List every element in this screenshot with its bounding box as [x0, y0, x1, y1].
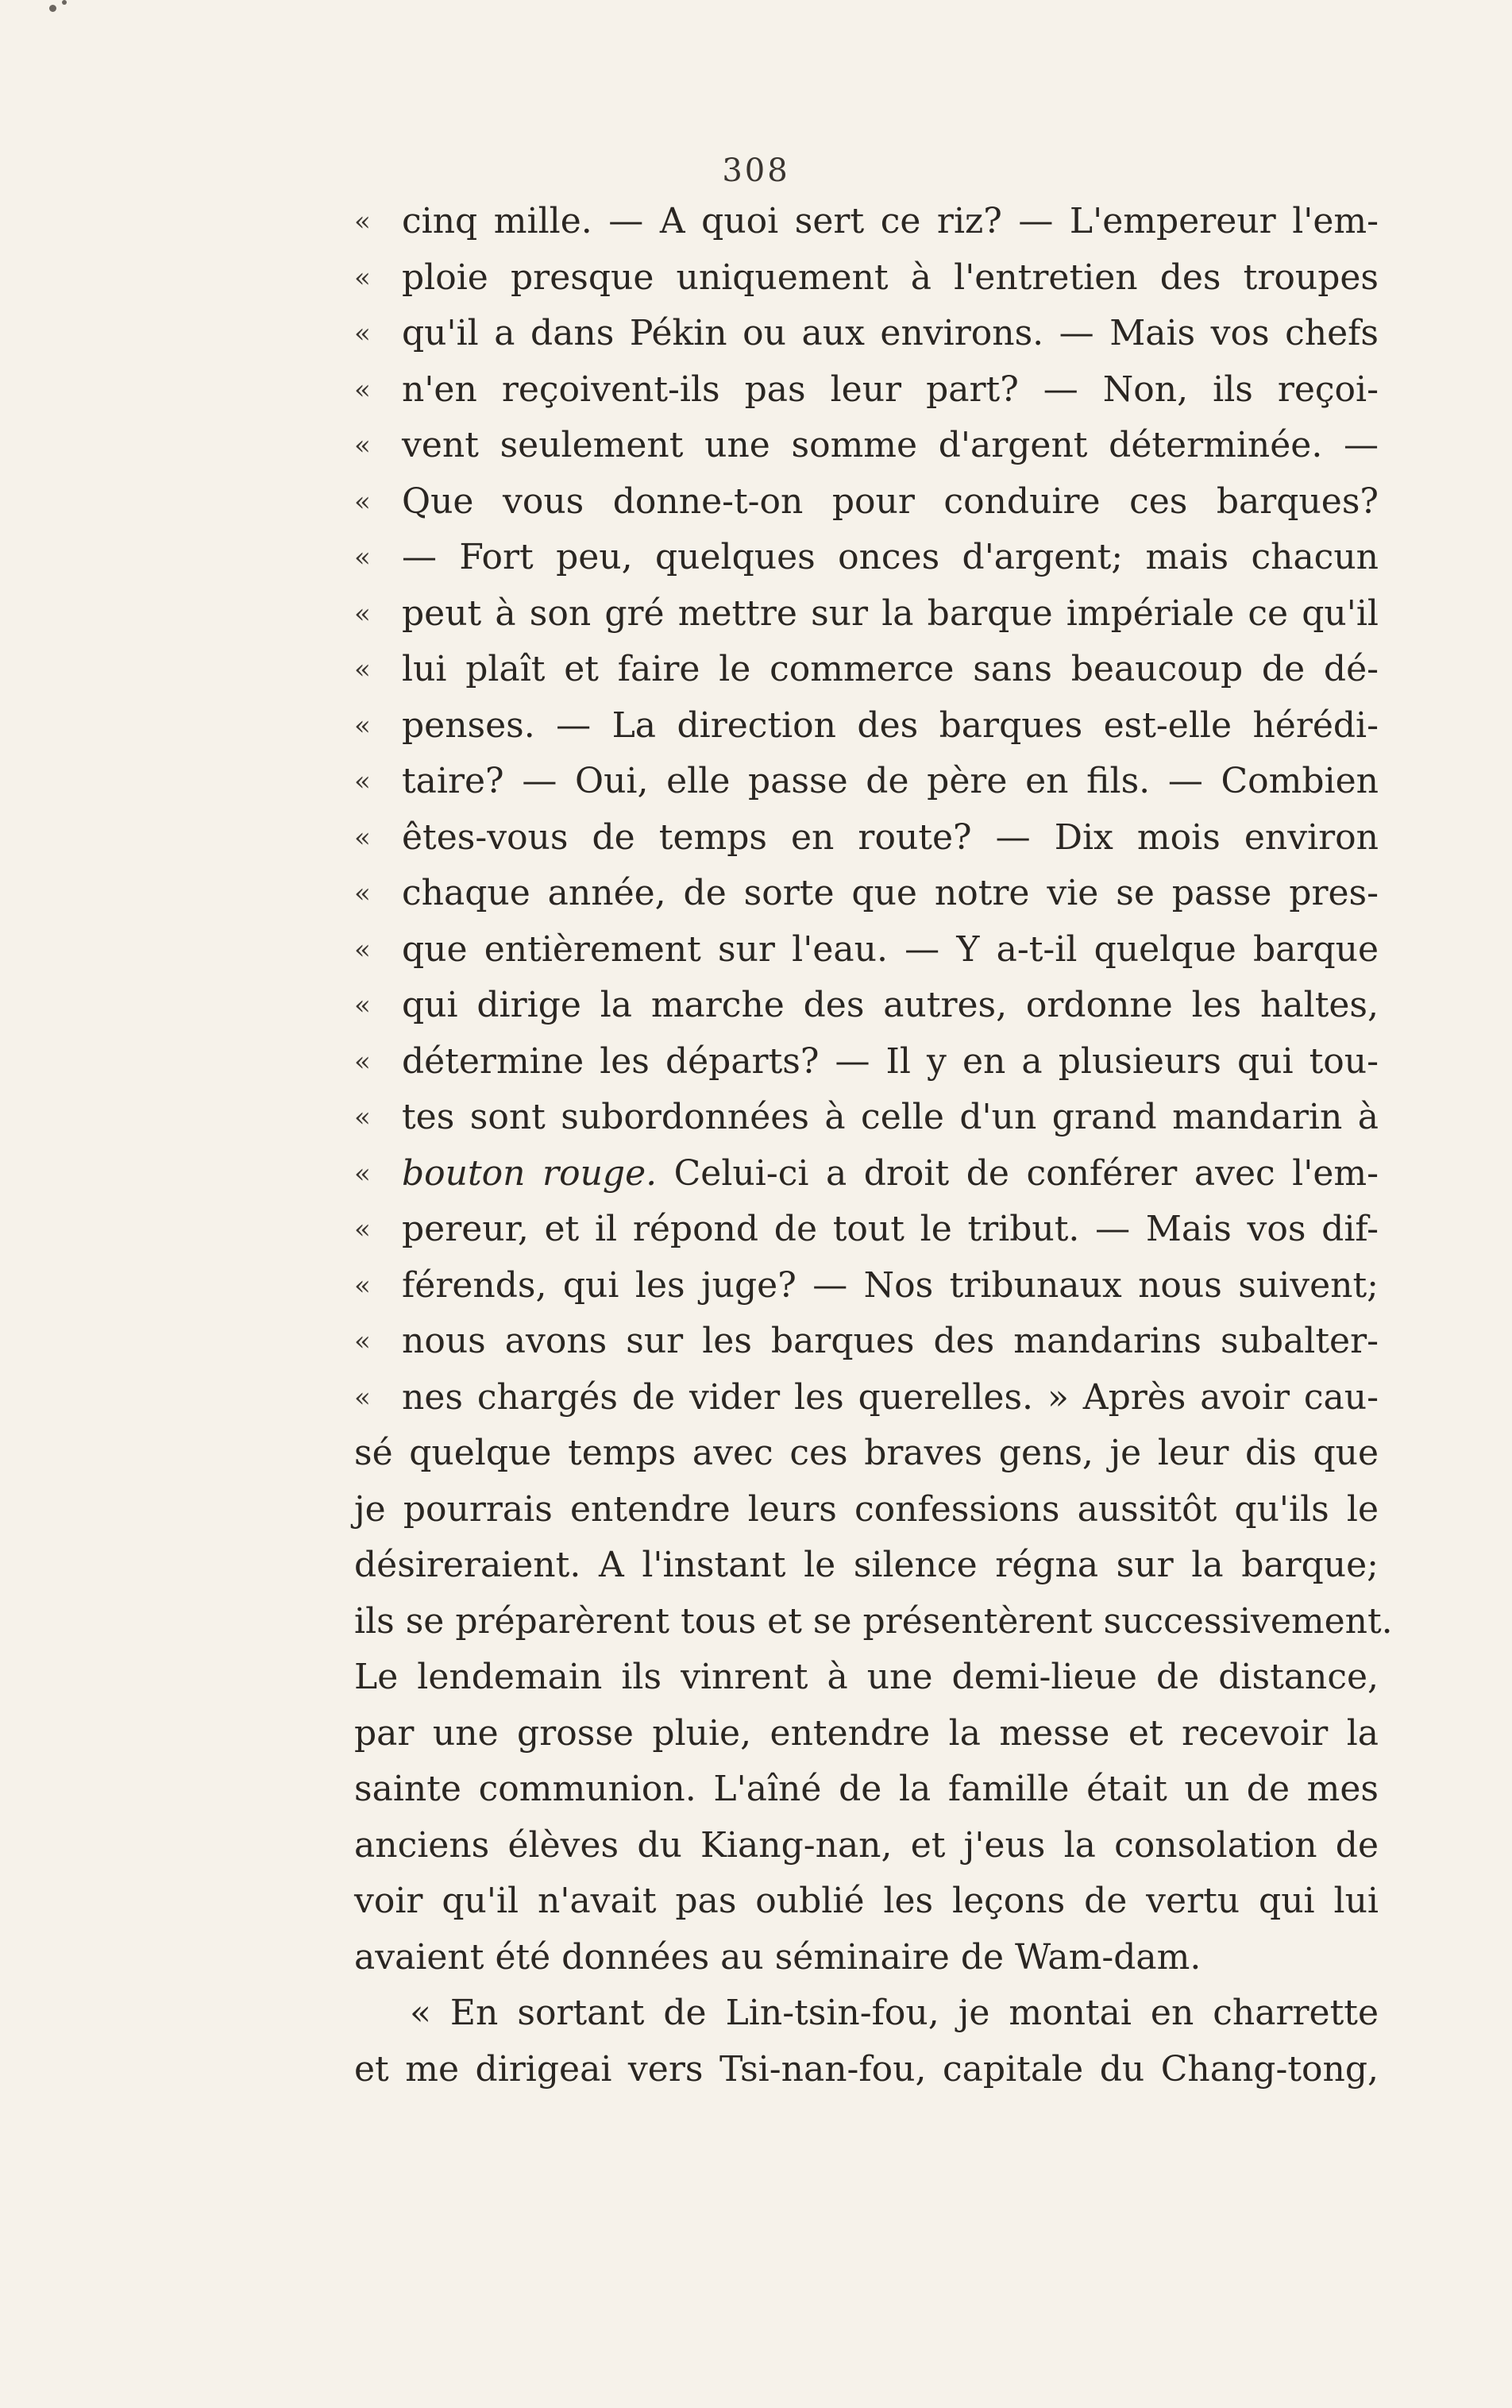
quote-mark: «	[354, 1381, 371, 1414]
text-line: voir qu'il n'avait pas oublié les leçons de vertu qui lui	[354, 1881, 1379, 1921]
text-line: sainte communion. L'aîné de la famille était un de mes	[354, 1769, 1379, 1809]
quote-mark: «	[354, 485, 371, 518]
quote-mark: «	[354, 654, 371, 685]
text-line: et me dirigeai vers Tsi-nan-fou, capitale du Chang-tong,	[354, 2048, 1379, 2090]
text-line: « cinq mille. — A quoi sert ce riz? — L'empereur l'em-	[354, 194, 1379, 250]
text-line: « que entièrement sur l'eau. — Y a-t-il quelque barque	[354, 922, 1379, 978]
quote-mark: «	[354, 597, 371, 630]
text-line: par une grosse pluie, entendre la messe et recevoir la	[354, 1712, 1379, 1754]
text-line: Le lendemain ils vinrent à une demi-lieue de distance,	[354, 1657, 1379, 1697]
text-line: sé quelque temps avec ces braves gens, je leur dis que	[354, 1433, 1379, 1473]
text-line: « taire? — Oui, elle passe de père en fils. — Combien	[354, 754, 1379, 810]
quote-mark: «	[354, 542, 371, 573]
text-line: « ploie presque uniquement à l'entretien des troupes	[354, 250, 1379, 307]
quote-mark: «	[354, 1157, 371, 1190]
text-line: « n'en reçoivent-ils pas leur part? — Non, ils reçoi-	[354, 362, 1379, 419]
text-line: « lui plaît et faire le commerce sans beaucoup de dé-	[354, 642, 1379, 698]
page-number: 308	[722, 152, 790, 189]
quote-mark: «	[354, 1269, 371, 1302]
quote-mark: «	[354, 1214, 371, 1245]
text-line: « nes chargés de vider les querelles. » Après avoir cau-	[354, 1370, 1379, 1426]
text-line: « En sortant de Lin-tsin-fou, je montai en charrette	[410, 1993, 1379, 2033]
quote-mark: «	[354, 206, 371, 237]
text-line: « pereur, et il répond de tout le tribut. — Mais vos dif-	[354, 1202, 1379, 1258]
ink-speck	[49, 5, 56, 12]
text-line: anciens élèves du Kiang-nan, et j'eus la consolation de	[354, 1824, 1379, 1866]
text-line: « qu'il a dans Pékin ou aux environs. — Mais vos chefs	[354, 306, 1379, 362]
quote-mark: «	[354, 990, 371, 1021]
text-line: « chaque année, de sorte que notre vie se passe pres-	[354, 866, 1379, 922]
text-line: « férends, qui les juge? — Nos tribunaux nous suivent;	[354, 1258, 1379, 1314]
text-line: « penses. — La direction des barques est-elle hérédi-	[354, 698, 1379, 754]
text-line: « détermine les départs? — Il y en a plusieurs qui tou-	[354, 1034, 1379, 1090]
text-line: avaient été données au séminaire de Wam-dam.	[354, 1936, 1202, 1978]
quote-mark: «	[354, 709, 371, 742]
text-line: « Que vous donne-t-on pour conduire ces barques?	[354, 474, 1379, 531]
quote-mark: «	[354, 318, 371, 349]
quote-mark: «	[354, 933, 371, 966]
quote-mark: «	[354, 878, 371, 909]
text-line: désireraient. A l'instant le silence régna sur la barque;	[354, 1545, 1379, 1585]
quote-mark: «	[354, 766, 371, 797]
quote-mark: «	[354, 821, 371, 854]
text-line: je pourrais entendre leurs confessions aussitôt qu'ils le	[354, 1488, 1379, 1530]
text-line: « vent seulement une somme d'argent déterminée. —	[354, 418, 1379, 474]
text-line: « — Fort peu, quelques onces d'argent; mais chacun	[354, 530, 1379, 586]
italic-phrase: bouton rouge.	[402, 1152, 658, 1194]
quote-mark: «	[354, 1045, 371, 1078]
text-line: « tes sont subordonnées à celle d'un grand mandarin à	[354, 1090, 1379, 1146]
quote-mark: «	[354, 1326, 371, 1357]
quote-mark: «	[354, 430, 371, 461]
text-line: « nous avons sur les barques des mandarins subalter-	[354, 1314, 1379, 1370]
quote-mark: «	[354, 373, 371, 406]
body-text	[354, 194, 1393, 2097]
text-line: « êtes-vous de temps en route? — Dix mois environ	[354, 810, 1379, 866]
quote-mark: «	[354, 261, 371, 294]
text-line: « qui dirige la marche des autres, ordonne les haltes,	[354, 978, 1379, 1034]
quote-mark: «	[354, 1102, 371, 1133]
text-line: ils se préparèrent tous et se présentèrent successivement.	[354, 1600, 1393, 1642]
text-line: « peut à son gré mettre sur la barque impériale ce qu'il	[354, 586, 1379, 643]
ink-speck	[62, 0, 67, 5]
text-line: « bouton rouge. Celui-ci a droit de conférer avec l'em-	[354, 1146, 1379, 1202]
